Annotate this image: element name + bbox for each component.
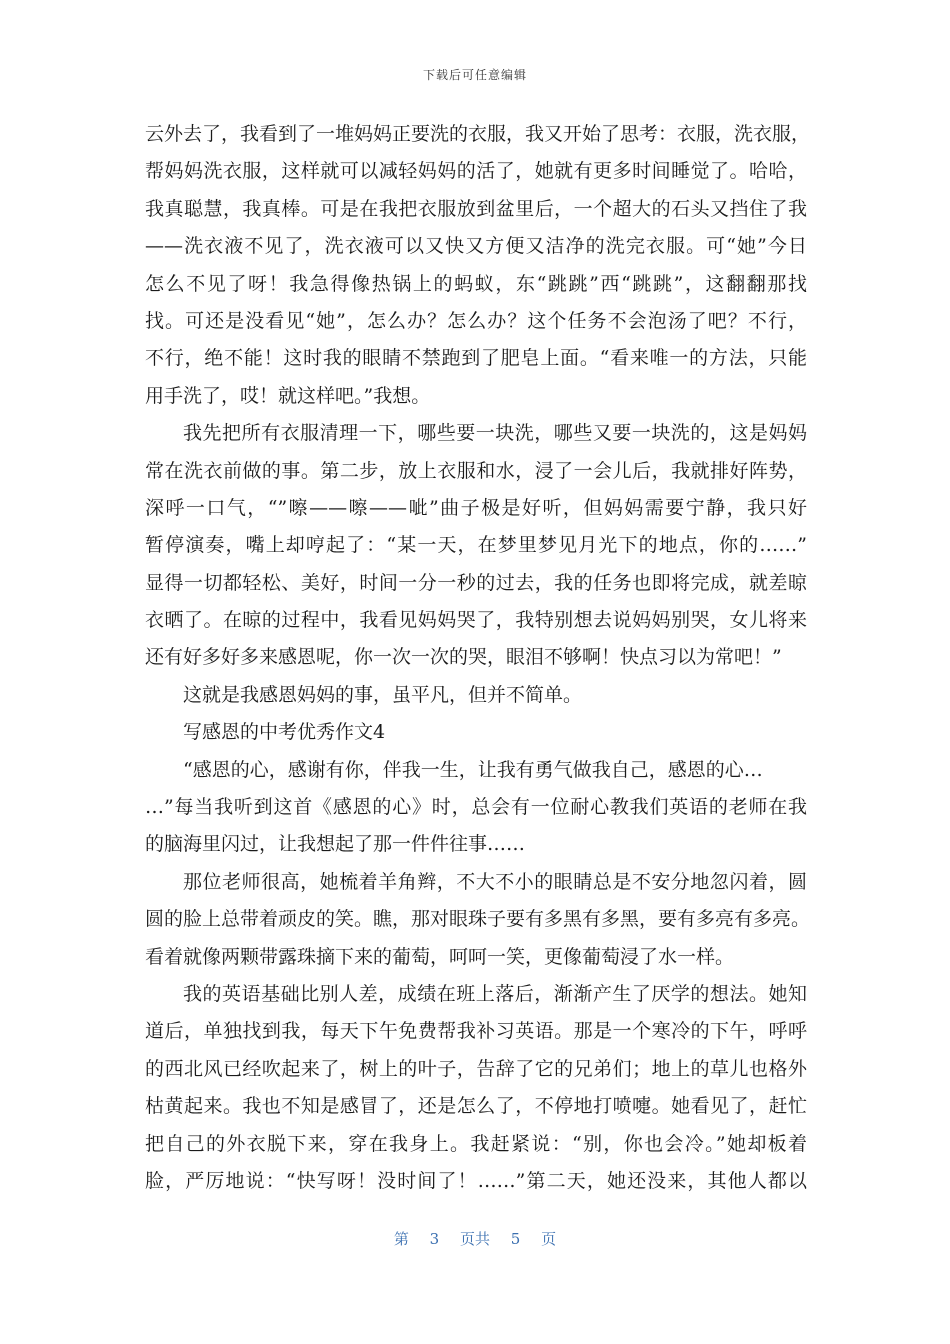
- text-line: 的脑海里闪过，让我想起了那一件件往事……: [145, 833, 526, 856]
- page-label-suffix: 页: [541, 1230, 557, 1248]
- total-page-number: 5: [510, 1230, 521, 1248]
- text-line: 脸，严厉地说：“快写呀！没时间了！……”第二天，她还没来，其他人都以: [145, 1169, 807, 1192]
- text-line: 暂停演奏，嘴上却哼起了：“某一天，在梦里梦见月光下的地点，你的……”: [145, 534, 807, 557]
- page-header: 下载后可任意编辑: [422, 68, 527, 82]
- text-line: 圆的脸上总带着顽皮的笑。瞧，那对眼珠子要有多黑有多黑，要有多亮有多亮。: [145, 908, 811, 931]
- current-page-number: 3: [429, 1230, 440, 1248]
- text-line: 的西北风已经吹起来了，树上的叶子，告辞了它的兄弟们；地上的草儿也格外: [145, 1057, 807, 1080]
- text-line: 不行，绝不能！这时我的眼睛不禁跑到了肥皂上面。“看来唯一的方法，只能: [145, 347, 807, 370]
- text-line: 枯黄起来。我也不知是感冒了，还是怎么了，不停地打喷嚏。她看见了，赶忙: [145, 1095, 807, 1118]
- text-line: 怎么不见了呀！我急得像热锅上的蚂蚁，东“跳跳”西“跳跳”，这翻翻那找: [145, 272, 807, 295]
- page-label-middle: 页共: [459, 1230, 490, 1248]
- text-line: 道后，单独找到我，每天下午免费帮我补习英语。那是一个寒冷的下午，呼呼: [145, 1020, 807, 1043]
- text-line: 这就是我感恩妈妈的事，虽平凡，但并不简单。: [183, 683, 583, 706]
- text-line: 云外去了，我看到了一堆妈妈正要洗的衣服，我又开始了思考：衣服，洗衣服，: [145, 123, 811, 145]
- text-line: 深呼一口气，“”嚓——嚓——呲”曲子极是好听，但妈妈需要宁静，我只好: [145, 496, 807, 519]
- text-line: 还有好多好多来感恩呢，你一次一次的哭，眼泪不够啊！快点习以为常吧！”: [145, 646, 782, 669]
- section-title: 写感恩的中考优秀作文4: [183, 721, 386, 744]
- text-line: 用手洗了，哎！就这样吧。”我想。: [145, 384, 431, 407]
- text-line: “感恩的心，感谢有你，伴我一生，让我有勇气做我自己，感恩的心…: [183, 758, 763, 781]
- document-body: [145, 116, 811, 1200]
- text-line: …”每当我听到这首《感恩的心》时，总会有一位耐心教我们英语的老师在我: [145, 796, 807, 819]
- text-line: 那位老师很高，她梳着羊角辫，不大不小的眼睛总是不安分地忽闪着，圆: [183, 870, 807, 893]
- text-line: 我先把所有衣服清理一下，哪些要一块洗，哪些又要一块洗的，这是妈妈: [183, 422, 807, 445]
- text-line: 显得一切都轻松、美好，时间一分一秒的过去，我的任务也即将完成，就差晾: [145, 571, 807, 594]
- text-line: ——洗衣液不见了，洗衣液可以又快又方便又洁净的洗完衣服。可“她”今日: [145, 235, 807, 258]
- text-line: 常在洗衣前做的事。第二步，放上衣服和水，浸了一会儿后，我就排好阵势，: [145, 459, 807, 482]
- text-line: 衣晒了。在晾的过程中，我看见妈妈哭了，我特别想去说妈妈别哭，女儿将来: [145, 609, 807, 632]
- page-label-prefix: 第: [393, 1230, 409, 1248]
- text-line: 帮妈妈洗衣服，这样就可以减轻妈妈的活了，她就有更多时间睡觉了。哈哈，: [145, 160, 807, 183]
- text-line: 看着就像两颗带露珠摘下来的葡萄，呵呵一笑，更像葡萄浸了水一样。: [145, 945, 735, 968]
- text-line: 我真聪慧，我真棒。可是在我把衣服放到盆里后，一个超大的石头又挡住了我: [145, 197, 807, 220]
- text-line: 我的英语基础比别人差，成绩在班上落后，渐渐产生了厌学的想法。她知: [183, 982, 807, 1005]
- text-line: 找。可还是没看见“她”，怎么办？怎么办？这个任务不会泡汤了吧？不行，: [145, 309, 807, 332]
- page-footer: [0, 1228, 950, 1249]
- text-line: 把自己的外衣脱下来，穿在我身上。我赶紧说：“别，你也会冷。”她却板着: [145, 1132, 807, 1155]
